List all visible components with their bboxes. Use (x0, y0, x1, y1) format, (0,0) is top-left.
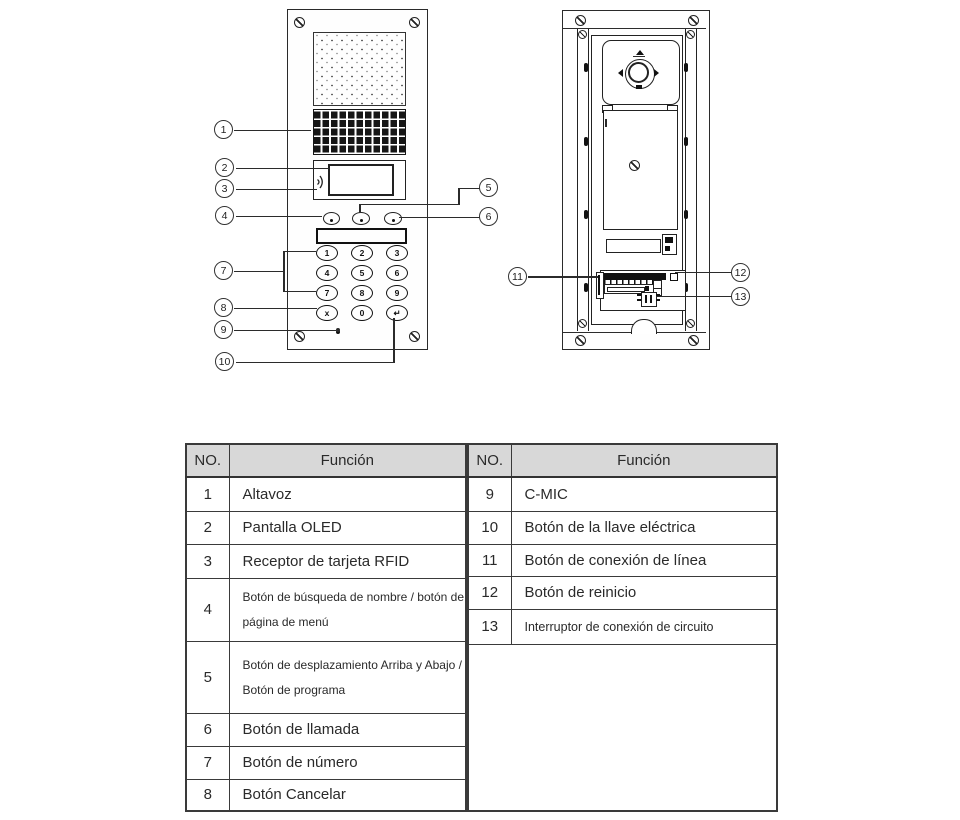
rail-clip (684, 210, 688, 219)
screw-icon (688, 335, 699, 346)
switch-mark (645, 295, 647, 303)
connector-pin (665, 237, 673, 243)
callout-line-5 (458, 188, 460, 205)
screw-icon (294, 331, 305, 342)
rail-clip (584, 210, 588, 219)
cell-func: Altavoz (229, 477, 466, 511)
pcb-cover (603, 110, 678, 230)
rfid-icon (316, 173, 326, 191)
cell-func: Botón de número (229, 746, 466, 779)
callout-line-8 (234, 308, 317, 310)
slot-end (645, 286, 649, 291)
keypad-key-1: 1 (316, 245, 338, 261)
callout-line-5 (458, 188, 480, 190)
call-button (384, 212, 402, 225)
rail-clip (684, 137, 688, 146)
screw-icon (629, 160, 640, 171)
col-header-func: Función (511, 444, 777, 477)
cell-func: Botón de desplazamiento Arriba y Abajo / Botón de programa (229, 641, 466, 713)
callout-line-7 (234, 271, 284, 273)
card-slot (316, 228, 407, 244)
switch-mark (650, 295, 652, 303)
cell-no: 6 (186, 713, 229, 746)
screw-icon (294, 17, 305, 28)
table-row (468, 511, 777, 544)
table-row (468, 477, 777, 511)
front-panel-diagram (287, 9, 428, 350)
callout-line-6 (399, 217, 480, 219)
camera-window (313, 32, 406, 106)
screw-icon (688, 15, 699, 26)
cell-no: 4 (186, 578, 229, 641)
cell-func: Botón Cancelar (229, 779, 466, 811)
col-header-func: Función (229, 444, 466, 477)
cell-func: Botón de búsqueda de nombre / botón de página de menú (229, 578, 466, 641)
callout-line-10 (393, 318, 395, 363)
oled-display (328, 164, 394, 196)
rear-panel-diagram (562, 10, 710, 350)
table-row (186, 544, 466, 578)
display-bezel (313, 160, 406, 200)
connector-pin (665, 246, 670, 251)
callout-1: 1 (214, 120, 233, 139)
table-row (186, 641, 466, 713)
screw-icon (578, 30, 587, 39)
keypad-key-8: 8 (351, 285, 373, 301)
switch-leg (637, 299, 641, 301)
screw-icon (686, 319, 695, 328)
cell-func: C-MIC (511, 477, 777, 511)
callout-line-2 (236, 168, 330, 170)
slot-bar (607, 287, 645, 292)
function-table-left (185, 443, 467, 812)
empty-cell (468, 644, 777, 811)
callout-line-4 (236, 216, 322, 218)
table-row (468, 544, 777, 576)
cell-no: 2 (186, 511, 229, 544)
camera-mark-down (636, 85, 642, 89)
cell-no: 13 (468, 609, 511, 644)
callout-line-9-dot (336, 328, 340, 332)
cell-no: 12 (468, 576, 511, 609)
callout-line-9 (234, 330, 336, 332)
table-row (186, 779, 466, 811)
function-table-right (467, 443, 778, 812)
cell-func: Receptor de tarjeta RFID (229, 544, 466, 578)
cell-func: Pantalla OLED (229, 511, 466, 544)
cell-no: 5 (186, 641, 229, 713)
callout-line-7 (283, 251, 316, 253)
cell-no: 3 (186, 544, 229, 578)
cell-func: Interruptor de conexión de circuito (511, 609, 777, 644)
line-connect-mark (598, 275, 600, 295)
terminal-strip (604, 273, 666, 280)
table-row (468, 609, 777, 644)
table-row (186, 713, 466, 746)
connector-icon (662, 234, 677, 255)
callout-10: 10 (215, 352, 234, 371)
cell-func: Botón de la llave eléctrica (511, 511, 777, 544)
screw-icon (409, 331, 420, 342)
table-row (186, 578, 466, 641)
callout-line-5 (359, 204, 361, 213)
callout-13: 13 (731, 287, 750, 306)
callout-line-3 (236, 189, 317, 191)
callout-line-10 (236, 362, 394, 364)
callout-line-5 (359, 204, 459, 206)
callout-11: 11 (508, 267, 527, 286)
pcb-mark (605, 119, 607, 127)
keypad-key-5: 5 (351, 265, 373, 281)
back-box (591, 35, 683, 325)
screw-icon (575, 335, 586, 346)
terminal-block (600, 270, 686, 311)
callout-5: 5 (479, 178, 498, 197)
callout-line-7 (283, 291, 316, 293)
screw-icon (686, 30, 695, 39)
keypad-key-cancel: x (316, 305, 338, 321)
callout-line-13 (657, 296, 732, 298)
callout-6: 6 (479, 207, 498, 226)
camera-mark-right (654, 69, 659, 77)
keypad-key-2: 2 (351, 245, 373, 261)
callout-7: 7 (214, 261, 233, 280)
callout-8: 8 (214, 298, 233, 317)
cell-func: Botón de reinicio (511, 576, 777, 609)
callout-line-7 (283, 251, 285, 292)
keypad-key-3: 3 (386, 245, 408, 261)
callout-9: 9 (214, 320, 233, 339)
reset-button (670, 273, 678, 281)
label-slot (606, 239, 661, 253)
callout-4: 4 (215, 206, 234, 225)
circuit-switch (641, 292, 657, 307)
name-search-button (323, 212, 340, 225)
rail-clip (684, 63, 688, 72)
table-row-empty (468, 644, 777, 811)
switch-leg (656, 299, 660, 301)
cell-no: 8 (186, 779, 229, 811)
table-row (186, 477, 466, 511)
callout-line-11 (528, 276, 598, 278)
keypad-key-9: 9 (386, 285, 408, 301)
camera-mark-up (636, 50, 644, 55)
rail-clip (584, 137, 588, 146)
screw-icon (578, 319, 587, 328)
keypad-key-4: 4 (316, 265, 338, 281)
col-header-no: NO. (468, 444, 511, 477)
camera-lens (628, 62, 649, 83)
keypad-key-unlock: ↵ (386, 305, 408, 321)
callout-line-12 (675, 272, 732, 274)
switch-leg (637, 294, 641, 296)
cable-arch (631, 319, 657, 334)
keypad-key-7: 7 (316, 285, 338, 301)
scroll-program-button (352, 212, 370, 225)
callout-3: 3 (215, 179, 234, 198)
keypad-key-6: 6 (386, 265, 408, 281)
screw-icon (575, 15, 586, 26)
cell-no: 9 (468, 477, 511, 511)
table-row (468, 576, 777, 609)
col-header-no: NO. (186, 444, 229, 477)
rail-clip (584, 283, 588, 292)
camera-mark-line (633, 56, 645, 57)
cell-func: Botón de conexión de línea (511, 544, 777, 576)
rail-clip (584, 63, 588, 72)
cell-no: 1 (186, 477, 229, 511)
cell-func: Botón de llamada (229, 713, 466, 746)
keypad-key-0: 0 (351, 305, 373, 321)
cell-no: 11 (468, 544, 511, 576)
speaker-grille (313, 109, 406, 155)
callout-line-1 (234, 130, 311, 132)
table-row (186, 746, 466, 779)
callout-2: 2 (215, 158, 234, 177)
callout-12: 12 (731, 263, 750, 282)
cell-no: 10 (468, 511, 511, 544)
camera-mark-left (618, 69, 623, 77)
screw-icon (409, 17, 420, 28)
table-row (186, 511, 466, 544)
cell-no: 7 (186, 746, 229, 779)
